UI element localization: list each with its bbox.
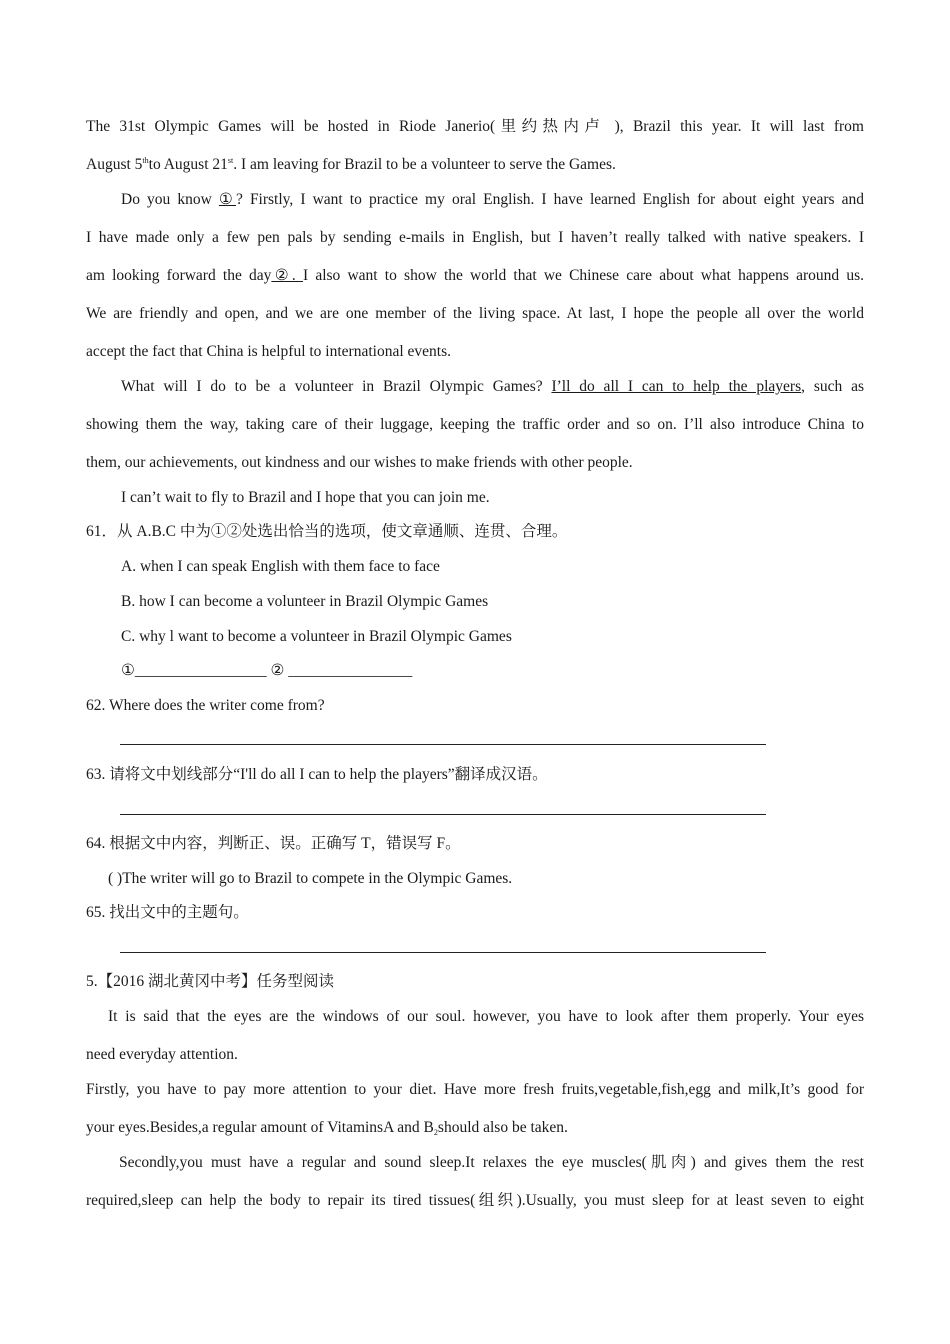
answer-line-62[interactable] xyxy=(120,744,766,745)
question-64: 64. 根据文中内容，判断正、误。正确写 T，错误写 F。 xyxy=(86,835,461,852)
passage-line xyxy=(86,266,864,286)
text-run: Do you know xyxy=(121,191,219,208)
passage-line: need everyday attention. xyxy=(86,1046,238,1063)
passage-line xyxy=(121,190,864,210)
question-62: 62. Where does the writer come from? xyxy=(86,697,325,714)
text-run: What will I do to be a volunteer in Brazil Olympic Games? xyxy=(121,378,552,395)
option-a: A. when I can speak English with them face to face xyxy=(121,558,440,575)
passage-line: I can’t wait to fly to Brazil and I hope that you can join me. xyxy=(121,489,490,506)
subscript: 2 xyxy=(433,1128,438,1137)
passage-line xyxy=(86,1118,864,1138)
text-run: to August 21 xyxy=(148,156,228,173)
passage-line: them, our achievements, out kindness and our wishes to make friends with other people. xyxy=(86,454,633,471)
text-run: August 5 xyxy=(86,156,143,173)
passage-line: accept the fact that China is helpful to international events. xyxy=(86,343,451,360)
passage-line xyxy=(121,377,864,397)
passage-line xyxy=(86,155,864,175)
answer-line-63[interactable] xyxy=(120,814,766,815)
answer-blanks-61[interactable]: ①_________________ ② ________________ xyxy=(121,662,413,679)
passage-line: I have made only a few pen pals by sending e-mails in English, but I haven’t really talked with native speakers. I xyxy=(86,229,864,246)
answer-line-65[interactable] xyxy=(120,952,766,953)
blank-marker-2: ②. xyxy=(271,267,303,284)
ordinal-suffix: th xyxy=(142,156,149,165)
passage-line: Firstly, you have to pay more attention to your diet. Have more fresh fruits,vegetable,fish,egg and milk,It’s good for xyxy=(86,1081,864,1098)
question-64-item[interactable]: ( )The writer will go to Brazil to compete in the Olympic Games. xyxy=(108,870,513,887)
text-run: your eyes.Besides,a regular amount of VitaminsA and B xyxy=(86,1119,434,1136)
text-run: should also be taken. xyxy=(437,1119,568,1136)
text-run: am looking forward the day xyxy=(86,267,272,284)
passage-line: The 31st Olympic Games will be hosted in Riode Janerio(里约热内卢 ), Brazil this year. It will last from xyxy=(86,118,864,135)
text-run: ? Firstly, I want to practice my oral English. I have learned English for about eight years and xyxy=(235,191,865,208)
passage-line: Secondly,you must have a regular and sound sleep.It relaxes the eye muscles(肌肉) and gives them the rest xyxy=(119,1154,864,1171)
question-65: 65. 找出文中的主题句。 xyxy=(86,904,249,921)
ordinal-suffix: st xyxy=(227,156,234,165)
option-c: C. why l want to become a volunteer in Brazil Olympic Games xyxy=(121,628,512,645)
passage-line: We are friendly and open, and we are one member of the living space. At last, I hope the people all over the world xyxy=(86,305,864,322)
passage-line: It is said that the eyes are the windows of our soul. however, you have to look after them properly. Your eyes xyxy=(108,1008,864,1025)
passage-line: required,sleep can help the body to repair its tired tissues(组织).Usually, you must sleep for at least seven to eight xyxy=(86,1192,864,1209)
text-run: , such as xyxy=(801,378,864,395)
option-b: B. how I can become a volunteer in Brazil Olympic Games xyxy=(121,593,489,610)
passage-line: showing them the way, taking care of their luggage, keeping the traffic order and so on. I’ll also introduce China to xyxy=(86,416,864,433)
question-63: 63. 请将文中划线部分“I'll do all I can to help the players”翻译成汉语。 xyxy=(86,766,548,783)
question-61: 61．从 A.B.C 中为①②处选出恰当的选项，使文章通顺、连贯、合理。 xyxy=(86,523,568,540)
underlined-sentence: I’ll do all I can to help the players xyxy=(551,378,802,395)
text-run: I also want to show the world that we Chinese care about what happens around us. xyxy=(302,267,864,284)
text-run: . I am leaving for Brazil to be a volunteer to serve the Games. xyxy=(233,156,616,173)
blank-marker-1: ① xyxy=(218,191,236,208)
section-heading: 5.【2016 湖北黄冈中考】任务型阅读 xyxy=(86,973,335,990)
